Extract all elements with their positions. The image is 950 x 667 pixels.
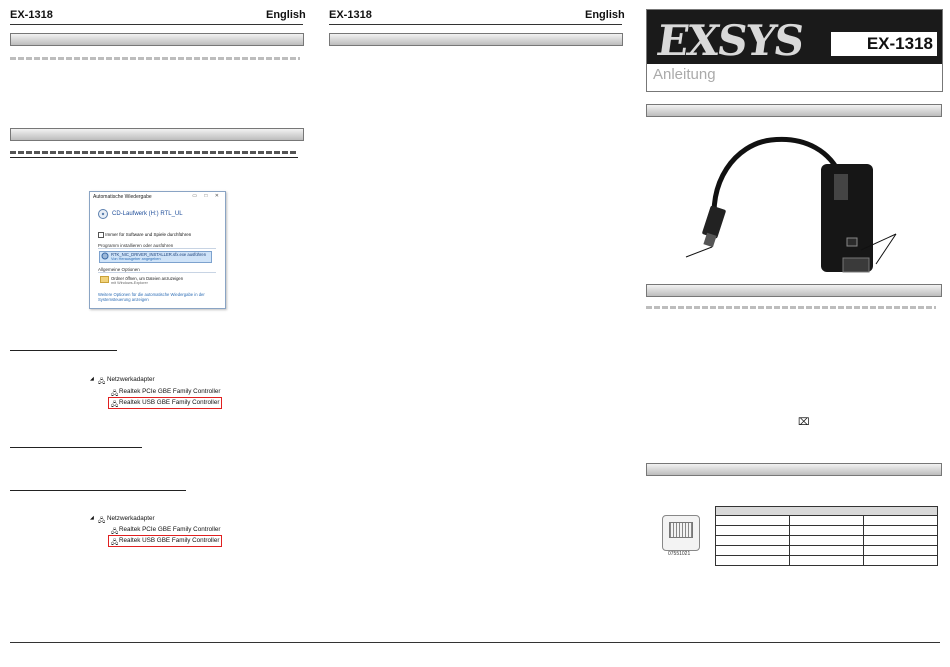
header-rule-middle bbox=[329, 24, 622, 25]
tree-item[interactable]: Realtek PCIe GBE Family Controller bbox=[119, 526, 221, 533]
installer-icon bbox=[101, 252, 109, 260]
cover-subtitle: Anleitung bbox=[653, 66, 716, 83]
expand-arrow-icon[interactable]: ◢ bbox=[90, 515, 94, 521]
table-header bbox=[716, 507, 938, 516]
wheelie-bin-icon: ⌧ bbox=[798, 417, 810, 428]
run-installer-label: RTK_NIC_DRIVER_INSTALLER.sfx.exe ausführen bbox=[111, 252, 207, 257]
network-adapter-icon: 🖧 bbox=[98, 517, 106, 524]
dialog-title: Automatische Wiedergabe bbox=[93, 194, 152, 200]
section-general-options: Allgemeine Optionen bbox=[98, 267, 216, 273]
cd-drive-icon bbox=[97, 209, 110, 220]
table-row bbox=[716, 546, 938, 556]
header-model-middle: EX-1318 bbox=[329, 9, 372, 21]
tree-item[interactable]: Realtek PCIe GBE Family Controller bbox=[119, 388, 221, 395]
network-adapter-icon: 🖧 bbox=[98, 378, 106, 385]
footer-rule bbox=[10, 642, 940, 643]
tree-item-icon: 🖧 bbox=[111, 401, 119, 408]
autoplay-dialog bbox=[89, 191, 226, 309]
section-bar-3 bbox=[329, 33, 623, 46]
text-underline bbox=[10, 157, 298, 158]
section-install-programs: Programm installieren oder ausführen bbox=[98, 243, 216, 249]
section-bar-2 bbox=[10, 128, 304, 141]
heading-underline bbox=[10, 447, 142, 448]
cover-logo-box bbox=[646, 9, 943, 92]
tree-item[interactable]: Realtek USB GBE Family Controller bbox=[119, 399, 220, 406]
table-row bbox=[716, 536, 938, 546]
pin-assignment-table bbox=[715, 506, 938, 566]
product-photo bbox=[646, 122, 941, 280]
header-rule-left bbox=[10, 24, 303, 25]
table-row bbox=[716, 556, 938, 566]
heading-underline bbox=[10, 350, 117, 351]
section-bar-4 bbox=[646, 104, 942, 117]
always-do-checkbox[interactable] bbox=[98, 232, 191, 238]
table-row bbox=[716, 516, 938, 526]
window-buttons[interactable]: ▭ □ ✕ bbox=[192, 193, 222, 199]
checkbox-icon[interactable] bbox=[98, 232, 104, 238]
more-autoplay-options-link[interactable]: Weitere Optionen für die automatische Wiedergabe in der Systemsteuerung anzeigen bbox=[98, 292, 205, 302]
tree-item[interactable]: Realtek USB GBE Family Controller bbox=[119, 537, 220, 544]
faded-text-line bbox=[10, 151, 298, 154]
open-folder-sub: mit Windows-Explorer bbox=[111, 281, 148, 285]
heading-underline bbox=[10, 490, 186, 491]
section-bar-6 bbox=[646, 463, 942, 476]
table-row bbox=[716, 526, 938, 536]
connector-code: 07551021 bbox=[668, 551, 691, 557]
header-model-left: EX-1318 bbox=[10, 9, 53, 21]
faded-text-line bbox=[10, 57, 300, 60]
tree-item-icon: 🖧 bbox=[111, 539, 119, 546]
tree-item-icon: 🖧 bbox=[111, 528, 119, 535]
expand-arrow-icon[interactable]: ◢ bbox=[90, 376, 94, 382]
checkbox-label: Immer für Software und Spiele durchführen bbox=[105, 232, 192, 238]
run-installer-publisher: Von Herausgeber angegeben bbox=[111, 257, 161, 261]
folder-icon bbox=[100, 275, 109, 283]
tree-category: Netzwerkadapter bbox=[107, 376, 155, 383]
tree-category: Netzwerkadapter bbox=[107, 515, 155, 522]
drive-label: CD-Laufwerk (H:) RTL_UL bbox=[112, 211, 183, 217]
tree-item-icon: 🖧 bbox=[111, 390, 119, 397]
faded-text-line bbox=[646, 306, 936, 309]
brand-logo: EXSYS bbox=[653, 16, 806, 65]
header-language-middle: English bbox=[585, 9, 625, 21]
section-bar-5 bbox=[646, 284, 942, 297]
open-folder-option[interactable]: Ordner öffnen, um Dateien anzuzeigen bbox=[111, 276, 184, 281]
section-bar-1 bbox=[10, 33, 304, 46]
device-manager-tree-2 bbox=[90, 515, 230, 551]
rj45-connector-icon bbox=[662, 515, 700, 551]
header-language-left: English bbox=[266, 9, 306, 21]
device-manager-tree-1 bbox=[90, 376, 230, 412]
cover-model: EX-1318 bbox=[831, 32, 937, 56]
